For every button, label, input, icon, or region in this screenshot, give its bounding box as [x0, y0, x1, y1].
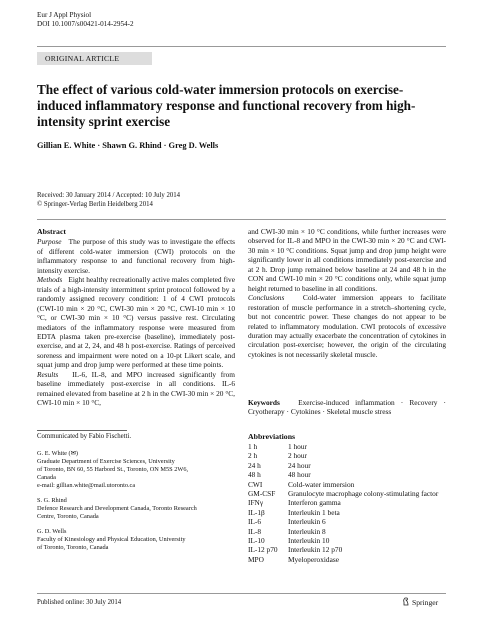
- springer-horse-icon: [402, 597, 410, 606]
- affiliation-line: Canada: [37, 474, 56, 481]
- journal-name: Eur J Appl Physiol: [37, 11, 92, 19]
- affiliation-1: [37, 450, 188, 490]
- affiliation-line: of Toronto, BN 60, 55 Harbord St., Toronto, ON M5S 2W6,: [37, 466, 189, 473]
- abbreviation-row: [248, 489, 438, 498]
- abstract-right-column: [248, 227, 446, 359]
- abstract-rule: [37, 219, 446, 220]
- header-rule: [37, 46, 446, 47]
- abbreviation-row: [248, 451, 438, 460]
- abstract-conclusions: Conclusions Cold-water immersion appears to facilitate restoration of muscle performance in a stretch–shortening cycle, but not concentric power. These changes do not appear to be related to inflammatory modulation. CWI protocols of excessive duration may actually exacerbate the concentration of cytokines in circulation post-exercise; however, the origin of the circulating cytokines is not necessarily skeletal muscle.: [248, 293, 446, 359]
- copyright: © Springer-Verlag Berlin Heidelberg 2014: [37, 200, 153, 208]
- abbreviation-row: [248, 517, 438, 526]
- doi: DOI 10.1007/s00421-014-2954-2: [37, 20, 134, 28]
- abbreviation-term: IFNγ: [248, 498, 264, 508]
- affiliation-line: G. E. White (✉): [37, 450, 79, 457]
- abbreviation-definition: Interleukin 8: [288, 526, 326, 536]
- abbreviation-term: 2 h: [248, 451, 258, 461]
- footnote-rule: [37, 430, 127, 431]
- abbreviation-definition: Interleukin 10: [288, 536, 330, 546]
- abstract-results: Results IL-6, IL-8, and MPO increased significantly from baseline immediately post-exercise in all conditions. IL-6 remained elevated from baseline at 2 h in the CWI-30 min × 20 °C, CWI-10 min × 10 °C,: [37, 369, 235, 408]
- keywords: [248, 398, 446, 417]
- abbreviation-term: 1 h: [248, 442, 258, 451]
- article-type-badge: ORIGINAL ARTICLE: [37, 52, 152, 65]
- abbreviation-term: IL-10: [248, 536, 265, 546]
- abbreviation-definition: Interleukin 6: [288, 517, 326, 527]
- abbreviation-definition: 24 hour: [288, 460, 311, 470]
- journal-header: [37, 11, 134, 29]
- abbreviation-term: IL-1β: [248, 507, 265, 517]
- abstract-methods: Methods Eight healthy recreationally active males completed five trials of a high-intensity intermittent sprint protocol followed by a randomly assigned recovery condition: 1 of 4 CWI protocols (CWI-10 min × 20 °C, CWI-30 min × 20 °C, CWI-10 min × 10 °C, or CWI-30 min × 10 °C) versus passive rest. Circulating mediators of the inflammatory response were measured from EDTA plasma taken pre-exercise (baseline), immediately post-exercise, and at 2, 24, and 48 h post-exercise. Ratings of perceived soreness and impairment were noted on a 10-pt Likert scale, and squat jump and drop jump were performed at these time points.: [37, 275, 235, 370]
- abbreviation-row: [248, 470, 438, 479]
- abbreviation-term: 24 h: [248, 460, 261, 470]
- abbreviation-definition: Interleukin 1 beta: [288, 507, 340, 517]
- abbreviation-definition: Myeloperoxidase: [288, 554, 339, 564]
- abbreviation-row: [248, 480, 438, 489]
- author-list: Gillian E. White · Shawn G. Rhind · Greg D. Wells: [37, 141, 219, 150]
- abstract-results-continued: and CWI-30 min × 10 °C conditions, while further increases were observed for IL-8 and MPO in the CWI-30 min × 20 °C and CWI-30 min × 10 °C conditions. Squat jump and drop jump height were significantly lower in all conditions immediately post-exercise and at 2 h. Drop jump remained below baseline at 24 and 48 h in the CON and CWI-10 min × 20 °C conditions only, while squat jump height returned to baseline in all conditions.: [248, 227, 446, 293]
- abbreviation-row: [248, 527, 438, 536]
- abbreviation-term: IL-12 p70: [248, 545, 278, 555]
- date-block: [37, 192, 180, 209]
- affiliation-line: Graduate Department of Exercise Sciences, University: [37, 458, 175, 465]
- affiliation-2: [37, 497, 197, 521]
- abbreviations-heading: Abbreviations: [248, 432, 296, 441]
- abbreviation-definition: Interferon gamma: [288, 498, 341, 508]
- abbreviation-definition: Granulocyte macrophage colony-stimulating factor: [288, 489, 439, 499]
- affiliation-line: G. D. Wells: [37, 528, 67, 535]
- abbreviation-row: [248, 498, 438, 507]
- keywords-text: Exercise-induced inflammation · Recovery · Cryotherapy · Cytokines · Skeletal muscle stress: [248, 398, 446, 417]
- abbreviation-definition: 48 hour: [288, 470, 311, 480]
- abbreviation-definition: Cold-water immersion: [288, 479, 355, 489]
- affiliation-line: S. G. Rhind: [37, 497, 67, 504]
- abbreviation-term: GM-CSF: [248, 489, 276, 499]
- abbreviation-row: [248, 545, 438, 554]
- affiliation-line: of Toronto, Toronto, Canada: [37, 544, 109, 551]
- affiliation-line: Centre, Toronto, Canada: [37, 513, 99, 520]
- abbreviation-term: 48 h: [248, 470, 261, 480]
- publisher-logo: [402, 597, 438, 607]
- abbreviation-row: [248, 555, 438, 564]
- abbreviation-definition: Interleukin 12 p70: [288, 545, 343, 555]
- abbreviations-table: [248, 442, 438, 564]
- abbreviation-term: CWI: [248, 479, 263, 489]
- communicated-by: Communicated by Fabio Fischetti.: [37, 433, 132, 440]
- affiliation-line: Defence Research and Development Canada, Toronto Research: [37, 505, 197, 512]
- keywords-label: Keywords: [248, 398, 280, 407]
- abbreviation-term: IL-8: [248, 526, 262, 536]
- abbreviations: [248, 432, 446, 564]
- abbreviation-term: MPO: [248, 554, 264, 564]
- abbreviation-row: [248, 461, 438, 470]
- abstract-left-column: [37, 227, 235, 408]
- abbreviation-row: [248, 442, 438, 451]
- published-online: Published online: 30 July 2014: [37, 599, 122, 606]
- affiliation-3: [37, 528, 185, 552]
- abstract-purpose: Purpose The purpose of this study was to investigate the effects of different cold-water immersion (CWI) protocols on the inflammatory response to and functional recovery from high-intensity exercise.: [37, 237, 235, 275]
- abbreviation-row: [248, 508, 438, 517]
- abbreviation-term: IL-6: [248, 517, 262, 527]
- abstract-heading: Abstract: [37, 227, 67, 236]
- footer-rule: [37, 593, 446, 594]
- abbreviation-definition: 1 hour: [288, 442, 307, 451]
- abbreviation-row: [248, 536, 438, 545]
- publisher-name: Springer: [412, 598, 439, 607]
- received-accepted: Received: 30 January 2014 / Accepted: 10 July 2014: [37, 192, 181, 199]
- abbreviation-definition: 2 hour: [288, 451, 307, 461]
- affiliation-line: e-mail: gillian.white@mail.utoronto.ca: [37, 482, 136, 489]
- affiliation-line: Faculty of Kinesiology and Physical Education, University: [37, 536, 186, 543]
- article-title: The effect of various cold-water immersion protocols on exercise-induced inflammatory response and functional recovery from high-intensity sprint exercise: [37, 82, 416, 129]
